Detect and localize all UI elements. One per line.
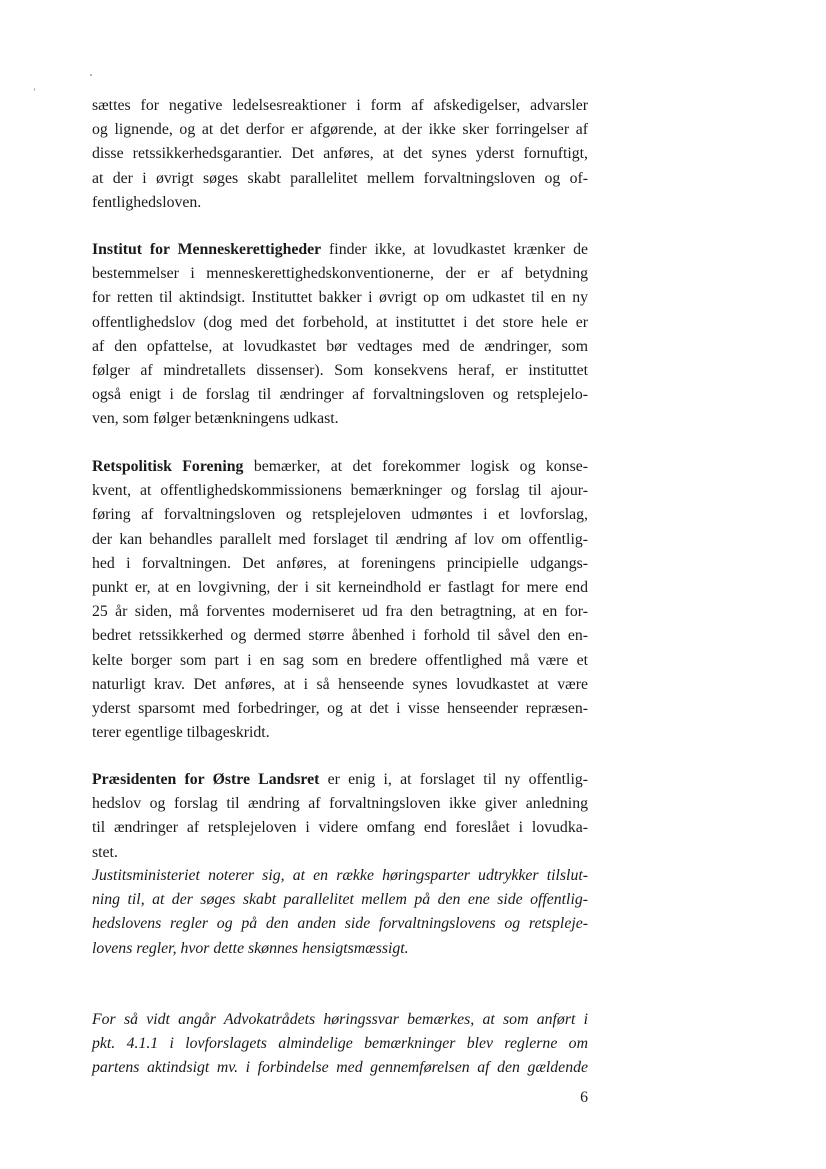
text-line: stet.: [92, 843, 118, 861]
text-line: sættes for negative ledelsesreaktioner i form af afskedigelser, advarsler: [92, 97, 588, 114]
page-number: 6: [580, 1089, 588, 1106]
text-line: pkt. 4.1.1 i lovforslagets almindelige bemærkninger blev reglerne om: [92, 1035, 588, 1053]
text-run: bemærker, at det forekommer logisk og konse-: [243, 458, 588, 475]
text-run: er enig i, at forslaget til ny offentlig-: [319, 771, 588, 788]
text-line: at der i øvrigt søges skabt parallelitet mellem forvaltningsloven og of-: [92, 169, 588, 187]
text-line: [92, 455, 588, 479]
paragraph-institut-menneskerettigheder: [92, 238, 588, 432]
text-line: naturligt krav. Det anføres, at i så henseende synes lovudkastet at være: [92, 675, 588, 693]
text-line: [92, 238, 588, 262]
paragraph-ministry-comment-1: [92, 864, 588, 961]
paragraph-1: [92, 94, 588, 215]
scan-speck: [34, 88, 35, 91]
text-line: kelte borger som part i en sag som en bredere offentlighed må være et: [92, 651, 588, 669]
paragraph-ministry-comment-2: [92, 1008, 588, 1081]
text-line: yderst sparsomt med forbedringer, og at det i visse henseender repræsen-: [92, 699, 588, 717]
text-line: og lignende, og at det derfor er afgørende, at der ikke sker forringelser af: [92, 121, 588, 139]
text-line: der kan behandles parallelt med forslaget til ændring af lov om offentlig-: [92, 530, 588, 548]
text-line: ning til, at der søges skabt parallelitet mellem på den ene side offentlig-: [92, 891, 588, 909]
organization-name: Præsidenten for Østre Landsret: [92, 771, 320, 788]
text-line: [92, 768, 588, 792]
text-line: fentlighedsloven.: [92, 193, 202, 211]
text-line: lovens regler, hvor dette skønnes hensigtsmæssigt.: [92, 939, 409, 957]
text-line: ven, som følger betænkningens udkast.: [92, 410, 339, 428]
text-line: offentlighedslov (dog med det forbehold, at instituttet i det store hele er: [92, 313, 588, 331]
organization-name: Institut for Menneskerettigheder: [92, 241, 322, 258]
text-line: også enigt i de forslag til ændringer af forvaltningsloven og retsplejelo-: [92, 386, 588, 404]
text-line: disse retssikkerhedsgarantier. Det anføres, at det synes yderst fornuftigt,: [92, 145, 588, 163]
text-line: bedret retssikkerhed og dermed større åbenhed i forhold til såvel den en-: [92, 627, 588, 645]
text-line: hedslovens regler og på den anden side forvaltningslovens og retspleje-: [92, 915, 588, 933]
text-run: finder ikke, at lovudkastet krænker de: [321, 241, 588, 258]
scan-speck: [90, 74, 92, 76]
text-line: til ændringer af retsplejeloven i videre omfang end foreslået i lovudka-: [92, 819, 588, 837]
paragraph-praesidenten-oestre-landsret: [92, 768, 588, 865]
text-line: hedslov og forslag til ændring af forvaltningsloven ikke giver anledning: [92, 795, 588, 813]
text-line: bestemmelser i menneskerettighedskonventionerne, der er af betydning: [92, 265, 588, 283]
text-line: punkt er, at en lovgivning, der i sit kerneindhold er fastlagt for mere end: [92, 578, 588, 596]
text-line: for retten til aktindsigt. Instituttet bakker i øvrigt op om udkastet til en ny: [92, 289, 588, 307]
organization-name: Retspolitisk Forening: [92, 458, 244, 475]
text-line: terer egentlige tilbageskridt.: [92, 724, 270, 742]
text-line: partens aktindsigt mv. i forbindelse med gennemførelsen af den gældende: [92, 1059, 588, 1077]
text-line: følger af mindretallets dissenser). Som konsekvens heraf, er instituttet: [92, 361, 588, 379]
text-line: hed i forvaltningen. Det anføres, at foreningens principielle udgangs-: [92, 554, 588, 572]
text-line: af den opfattelse, at lovudkastet bør vedtages med de ændringer, som: [92, 337, 588, 355]
text-line: Justitsministeriet noterer sig, at en række høringsparter udtrykker tilslut-: [92, 867, 588, 884]
text-line: føring af forvaltningsloven og retsplejeloven udmøntes i et lovforslag,: [92, 506, 588, 524]
text-line: For så vidt angår Advokatrådets høringssvar bemærkes, at som anført i: [92, 1011, 588, 1028]
text-line: 25 år siden, må forventes moderniseret ud fra den betragtning, at en for-: [92, 603, 588, 621]
text-line: kvent, at offentlighedskommissionens bemærkninger og forslag til ajour-: [92, 482, 588, 500]
paragraph-retspolitisk-forening: [92, 455, 588, 745]
